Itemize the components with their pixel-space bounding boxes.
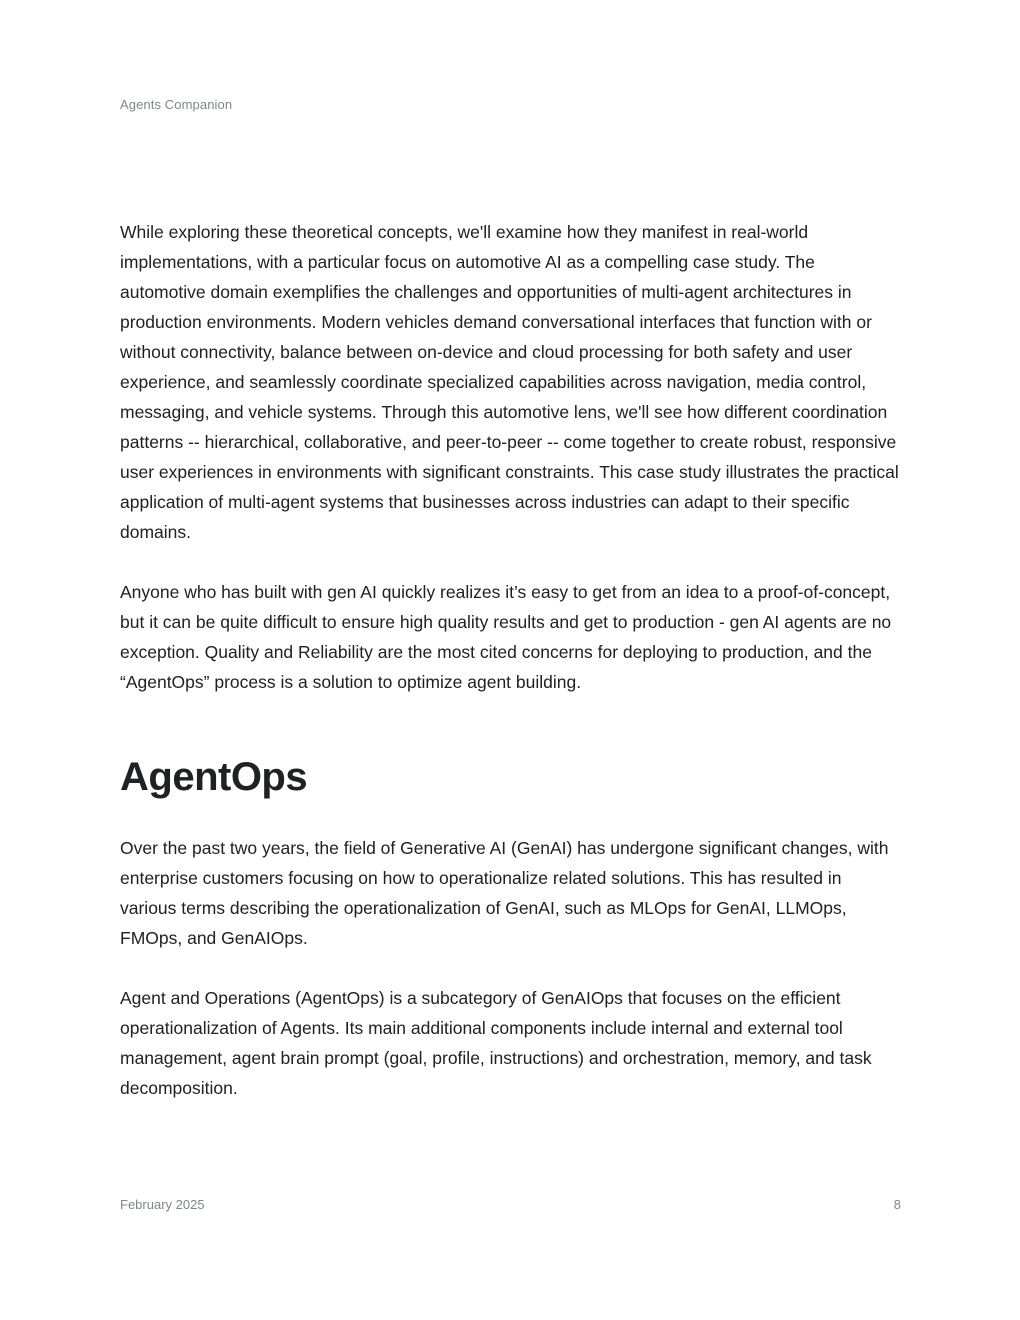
paragraph-quality-reliability: Anyone who has built with gen AI quickly realizes it’s easy to get from an idea to a proof-of-concept, but it can be quite difficult to ensure high quality results and get to production - gen AI agents are no exception. Quality and Reliability are the most cited concerns for deploying to production, and the “AgentOps” process is a solution to optimize agent building. (120, 582, 892, 692)
footer-date: February 2025 (120, 1197, 205, 1212)
paragraph-automotive-case-study: While exploring these theoretical concepts, we'll examine how they manifest in real-world implementations, with a particular focus on automotive AI as a compelling case study. The automotive domain exemplifies the challenges and opportunities of multi-agent architectures in production environments. Modern vehicles demand conversational interfaces that function with or without connectivity, balance between on-device and cloud processing for both safety and user experience, and seamlessly coordinate specialized capabilities across navigation, media control, messaging, and vehicle systems. Through this automotive lens, we'll see how different coordination patterns -- hierarchical, collaborative, and peer-to-peer -- come together to create robust, responsive user experiences in environments with significant constraints. This case study illustrates the practical application of multi-agent systems that businesses across industries can adapt to their specific domains. (120, 222, 899, 542)
paragraph-agentops-definition: Agent and Operations (AgentOps) is a subcategory of GenAIOps that focuses on the efficient operationalization of Agents. Its main additional components include internal and external tool management, agent brain prompt (goal, profile, instructions) and orchestration, memory, and task decomposition. (120, 988, 872, 1098)
paragraph-genai-operationalization: Over the past two years, the field of Generative AI (GenAI) has undergone significant changes, with enterprise customers focusing on how to operationalize related solutions. This has resulted in various terms describing the operationalization of GenAI, such as MLOps for GenAI, LLMOps, FMOps, and GenAIOps. (120, 838, 889, 948)
document-body (120, 217, 902, 1103)
running-header: Agents Companion (120, 97, 233, 112)
page-number: 8 (893, 1197, 901, 1212)
section-heading-agentops: AgentOps (120, 755, 308, 799)
